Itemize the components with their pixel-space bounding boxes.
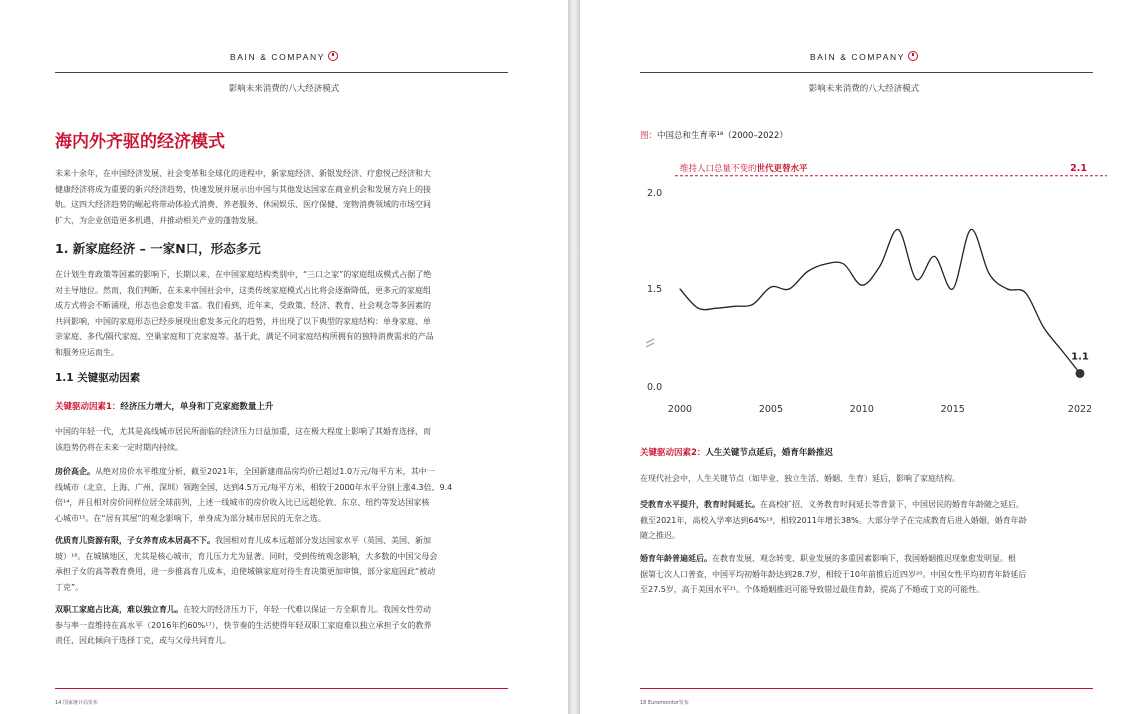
y-tick-label: 2.0 — [647, 188, 663, 199]
brand-logo: BAIN & COMPANY — [0, 51, 568, 62]
fertility-rate-line — [680, 229, 1080, 373]
x-tick-label: 2022 — [1067, 404, 1093, 415]
x-tick-label: 2015 — [940, 404, 965, 415]
data-point — [716, 308, 717, 309]
x-axis-ticks — [668, 404, 1092, 415]
y-tick-label: 1.5 — [647, 284, 663, 295]
education-time-paragraph: 受教育水平提升，教育时间延长。在高校扩招、义务教育时间延长等背景下，中国居民的婚育年龄随之延后。 截至2021年，高校入学率达到64%¹⁹，相较2011年增长38%。大部分学子在完成教育后进入婚姻，婚育年龄 随之推迟。 — [640, 500, 1027, 541]
intro-paragraph: 未来十余年，在中国经济发展、社会变革和全球化的进程中，新家庭经济、新银发经济、疗愈悦己经济和大 健康经济将成为重要的新兴经济趋势，快速发展并展示出中国与其他发达国家在商业机会和发展方向上的接 轨。这四大经济趋势的崛起将带动体验式消费、养老服务、休闲娱乐、医疗保健、宠物消费领域的市场空间 扩大，为企业创造更多机遇，并推动相关产业的蓬勃发展。 — [55, 169, 431, 225]
running-head: 影响未来消费的八大经济模式 — [228, 84, 340, 94]
data-point — [843, 263, 844, 264]
driver1-paragraph: 中国的年轻一代，尤其是高线城市居民所面临的经济压力日益加重，这在极大程度上影响了其婚育选择，而 该趋势仍将在未来一定时期内持续。 — [55, 427, 431, 452]
section-heading: 1. 新家庭经济 – 一家N口，形态多元 — [55, 241, 261, 256]
page-gutter — [568, 0, 580, 714]
data-point — [770, 286, 771, 287]
right-page — [580, 0, 1148, 714]
data-point — [1061, 350, 1062, 351]
data-point — [679, 288, 680, 289]
driver2-intro: 在现代社会中，人生关键节点（如毕业、独立生活、婚姻、生育）延后，影响了家庭结构。 — [640, 474, 960, 483]
y-tick-label: 0.0 — [647, 382, 663, 393]
left-page — [0, 0, 568, 714]
data-point — [1043, 327, 1044, 328]
driver1-heading: 关键驱动因素1：经济压力增大，单身和丁克家庭数量上升 — [55, 402, 274, 412]
x-tick-label: 2000 — [667, 404, 693, 415]
data-point — [1007, 288, 1008, 289]
fertility-chart — [580, 0, 1148, 430]
running-head: 影响未来消费的八大经济模式 — [808, 84, 920, 94]
footer-rule — [640, 688, 1093, 689]
marriage-age-paragraph: 婚育年龄普遍延后。在教育发展、观念转变、职业发展的多重因素影响下，我国婚姻推迟现象愈发明显。根 据第七次人口普查，中国平均初婚年龄达到28.7岁，相较于10年前推后近四岁²⁰。中国女性平均初育年龄延后 至27.5岁，高于美国水平²¹。个体婚姻推迟可能导致错过最佳育龄，提高了不婚或丁克的可能性。 — [640, 554, 1027, 595]
data-point — [916, 279, 917, 280]
education-paragraph: 优质育儿资源有限，子女养育成本居高不下。我国相对育儿成本远超部分发达国家水平（英国、美国、新加 坡）¹⁶。在城镇地区，尤其是核心城市，育儿压力尤为显著。同时，受到传统观念影响，大多数的中国父母会 承担子女的高等教育费用，进一步推高育儿成本，迫使城镇家庭对待生育决策更加审慎，部分家庭因此“被动 丁克”。 — [55, 536, 438, 592]
axis-break-marker — [646, 339, 654, 347]
data-point — [734, 306, 735, 307]
dual-income-paragraph: 双职工家庭占比高，难以独立育儿。在较大的经济压力下，年轻一代难以保证一方全职育儿。我国女性劳动 参与率一直维持在高水平（2016年约60%¹⁷），快节奏的生活使得年轻双职工家庭难以独立承担子女的教养 责任，因此倾向于选择丁克，或与父母共同育儿。 — [55, 605, 432, 646]
data-point — [825, 263, 826, 264]
data-point — [879, 265, 880, 266]
data-point — [934, 256, 935, 257]
data-point — [698, 308, 699, 309]
x-tick-label: 2010 — [849, 404, 874, 415]
data-point — [788, 288, 789, 289]
footer-rule — [55, 688, 508, 689]
subsection-heading: 1.1 关键驱动因素 — [55, 372, 141, 384]
replacement-level-value: 2.1 — [1070, 162, 1087, 174]
axis-break-stroke — [646, 339, 654, 343]
footnote: 14 国家统计局发布 — [55, 700, 98, 706]
x-tick-label: 2005 — [758, 404, 784, 415]
header-rule — [55, 72, 508, 73]
page-title: 海内外齐驱的经济模式 — [55, 132, 225, 152]
data-point — [861, 285, 862, 286]
data-point — [1025, 292, 1026, 293]
data-point — [752, 304, 753, 305]
latest-value-marker — [1076, 369, 1085, 378]
replacement-level-label: 维持人口总量不变的世代更替水平 — [680, 163, 808, 174]
latest-value-label: 1.1 — [1071, 351, 1089, 363]
brand-mark-icon — [328, 51, 338, 61]
data-point — [898, 229, 899, 230]
data-point — [970, 229, 971, 230]
brand-logo: BAIN & COMPANY — [580, 51, 1148, 62]
data-point — [807, 271, 808, 272]
footnote: 18 Euromonitor发布 — [640, 700, 689, 706]
chart-title: 图：中国总和生育率¹⁸（2000–2022） — [640, 131, 788, 141]
section-paragraph: 在计划生育政策等因素的影响下，长期以来，在中国家庭结构类别中，“三口之家”的家庭组成模式占据了绝 对主导地位。然而，我们判断，在未来中国社会中，这类传统家庭模式占比将会逐渐降低，更多元的家庭组 成方式将会不断涌现，形态也会愈发丰富。我们看到，近年来，受政策、经济、教育、社会观念等多因素的 共同影响，中国的家庭形态已经步展现出愈发多元化的趋势，并出现了以下典型的家庭结构：单身家庭、单 亲家庭、多代/隔代家庭、空巢家庭和丁克家庭等。基于此，满足不同家庭结构所拥有的独特消费需求的产品 和服务应运而生。 — [55, 270, 434, 357]
driver2-heading: 关键驱动因素2：人生关键节点延后，婚育年龄推迟 — [640, 448, 833, 458]
data-point — [952, 288, 953, 289]
data-points — [679, 229, 1080, 374]
y-axis-ticks — [647, 188, 662, 393]
data-point — [988, 273, 989, 274]
axis-break-stroke — [646, 343, 654, 347]
housing-paragraph: 房价高企。从绝对房价水平维度分析，截至2021年，全国新建商品房均价已超过1.0万元/每平方米，其中一 线城市（北京、上海、广州、深圳）领跑全国，达到4.5万元/每平方米，相较于2000年水平分别上涨4.3倍、9.4 倍¹⁴，并且相对房价同样位居全球前列，上述一线城市的房价收入比已远超伦敦、东京、纽约等发达国家核 心城市¹⁵。在“居有其屋”的观念影响下，单身成为部分城市居民的无奈之选。 — [55, 467, 453, 523]
